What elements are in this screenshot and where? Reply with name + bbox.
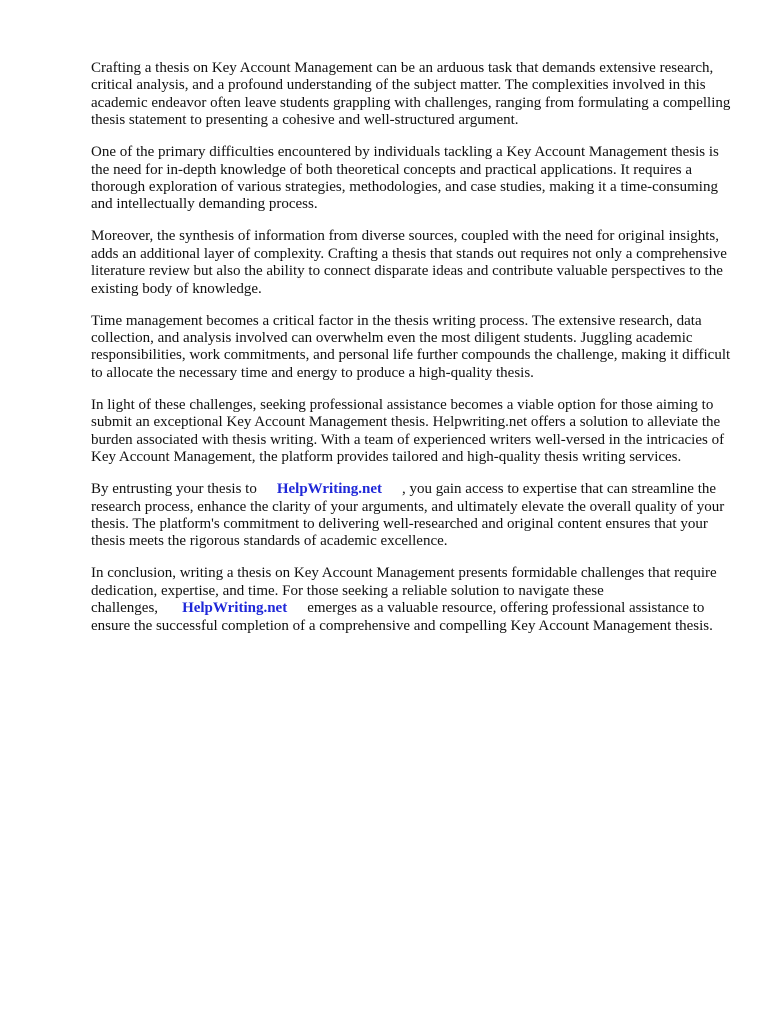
conclusion-text-after: emerges as a valuable resource, offering professional assistance to ensure the successful completion of a comprehensive and compelling Key Account Management thesis. — [91, 600, 713, 634]
helpwriting-link[interactable]: HelpWriting.net — [276, 481, 382, 498]
paragraph-entrusting — [91, 481, 731, 551]
conclusion-text-before: In conclusion, writing a thesis on Key Account Management presents formidable challenges that require dedication, expertise, and time. For those seeking a reliable solution to navigate these challenges, — [91, 565, 717, 617]
paragraph-time-management: Time management becomes a critical factor in the thesis writing process. The extensive research, data collection, and analysis involved can overwhelm even the most diligent students. Juggling academic responsibilities, work commitments, and personal life further compounds the challenge, making it difficult to allocate the necessary time and energy to produce a high-quality thesis. — [91, 312, 731, 381]
document-body — [91, 60, 731, 650]
entrusting-text-before: By entrusting your thesis to — [91, 481, 257, 498]
paragraph-synthesis: Moreover, the synthesis of information from diverse sources, coupled with the need for original insights, adds an additional layer of complexity. Crafting a thesis that stands out requires not only a comprehensive literature review but also the ability to connect disparate ideas and contribute valuable perspectives to the existing body of knowledge. — [91, 228, 727, 297]
paragraph-conclusion — [91, 565, 731, 635]
paragraph-difficulties: One of the primary difficulties encountered by individuals tackling a Key Account Management thesis is the need for in-depth knowledge of both theoretical concepts and practical applications. It requires a thorough exploration of various strategies, methodologies, and case studies, making it a time-consuming and intellectually demanding process. — [91, 144, 719, 213]
paragraph-assistance: In light of these challenges, seeking professional assistance becomes a viable option for those aiming to submit an exceptional Key Account Management thesis. Helpwriting.net offers a solution to alleviate the burden associated with thesis writing. With a team of experienced writers well-versed in the intricacies of Key Account Management, the platform provides tailored and high-quality thesis writing services. — [91, 396, 725, 466]
helpwriting-link-conclusion[interactable]: HelpWriting.net — [182, 600, 288, 617]
paragraph-intro: Crafting a thesis on Key Account Management can be an arduous task that demands extensive research, critical analysis, and a profound understanding of the subject matter. The complexities involved in this academic endeavor often leave students grappling with challenges, ranging from formulating a compelling thesis statement to presenting a cohesive and well-structured argument. — [91, 60, 731, 129]
entrusting-text-after: , you gain access to expertise that can streamline the research process, enhance the clarity of your arguments, and ultimately elevate the overall quality of your thesis. The platform's commitment to delivering well-researched and original content ensures that your thesis meets the rigorous standards of academic excellence. — [91, 481, 725, 550]
